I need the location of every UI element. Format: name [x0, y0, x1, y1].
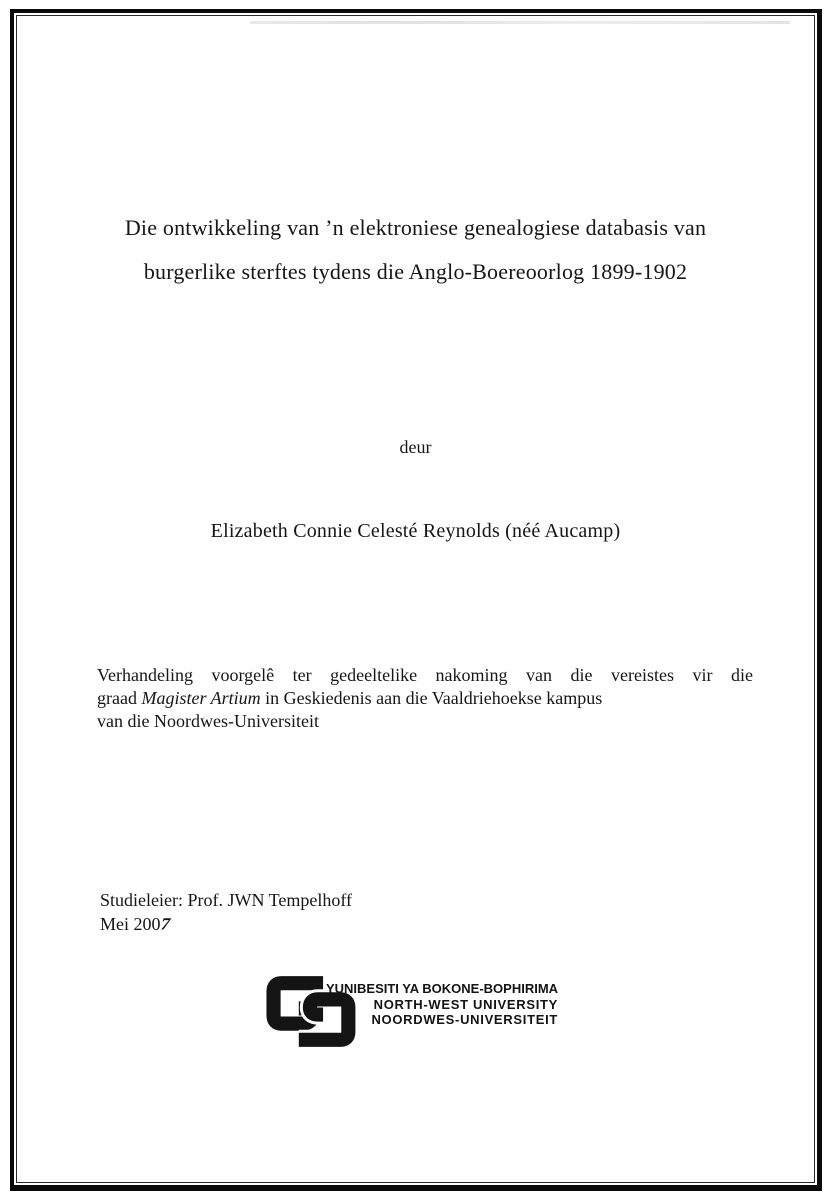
thesis-title-line2: burgerlike sterftes tydens die Anglo-Boereoorlog 1899-1902: [143, 259, 688, 284]
date-text: Mei 200: [100, 914, 161, 934]
supervisor-block: [100, 888, 352, 936]
university-wordmark: [326, 975, 558, 1028]
degree-name-italic: Magister Artium: [141, 688, 261, 708]
date-last-digit: 7: [157, 914, 173, 934]
thesis-title: [60, 206, 771, 294]
university-name-afrikaans: NOORDWES-UNIVERSITEIT: [371, 1012, 559, 1027]
byline: deur: [399, 437, 432, 457]
supervisor-line: Studieleier: Prof. JWN Tempelhoff: [100, 890, 353, 910]
date-line: [100, 912, 352, 936]
university-name-english: NORTH-WEST UNIVERSITY: [373, 996, 559, 1012]
degree-statement: [97, 664, 753, 733]
degree-statement-line1: Verhandeling voorgelê ter gedeeltelike nakoming van die vereistes vir die: [97, 665, 753, 685]
degree-statement-line3: van die Noordwes-Universiteit: [97, 711, 319, 731]
university-logo: [265, 975, 558, 1048]
degree-statement-line2-suffix: in Geskiedenis aan die Vaaldriehoekse kampus: [260, 688, 603, 708]
degree-statement-line2: [97, 687, 753, 710]
scan-smudge: [250, 21, 790, 24]
author-name: Elizabeth Connie Celesté Reynolds (néé Aucamp): [210, 520, 621, 542]
university-name-setswana: YUNIBESITI YA BOKONE-BOPHIRIMA: [325, 981, 559, 996]
thesis-title-line1: Die ontwikkeling van ’n elektroniese genealogiese databasis van: [124, 215, 707, 240]
degree-statement-line2-prefix: graad: [97, 688, 142, 708]
